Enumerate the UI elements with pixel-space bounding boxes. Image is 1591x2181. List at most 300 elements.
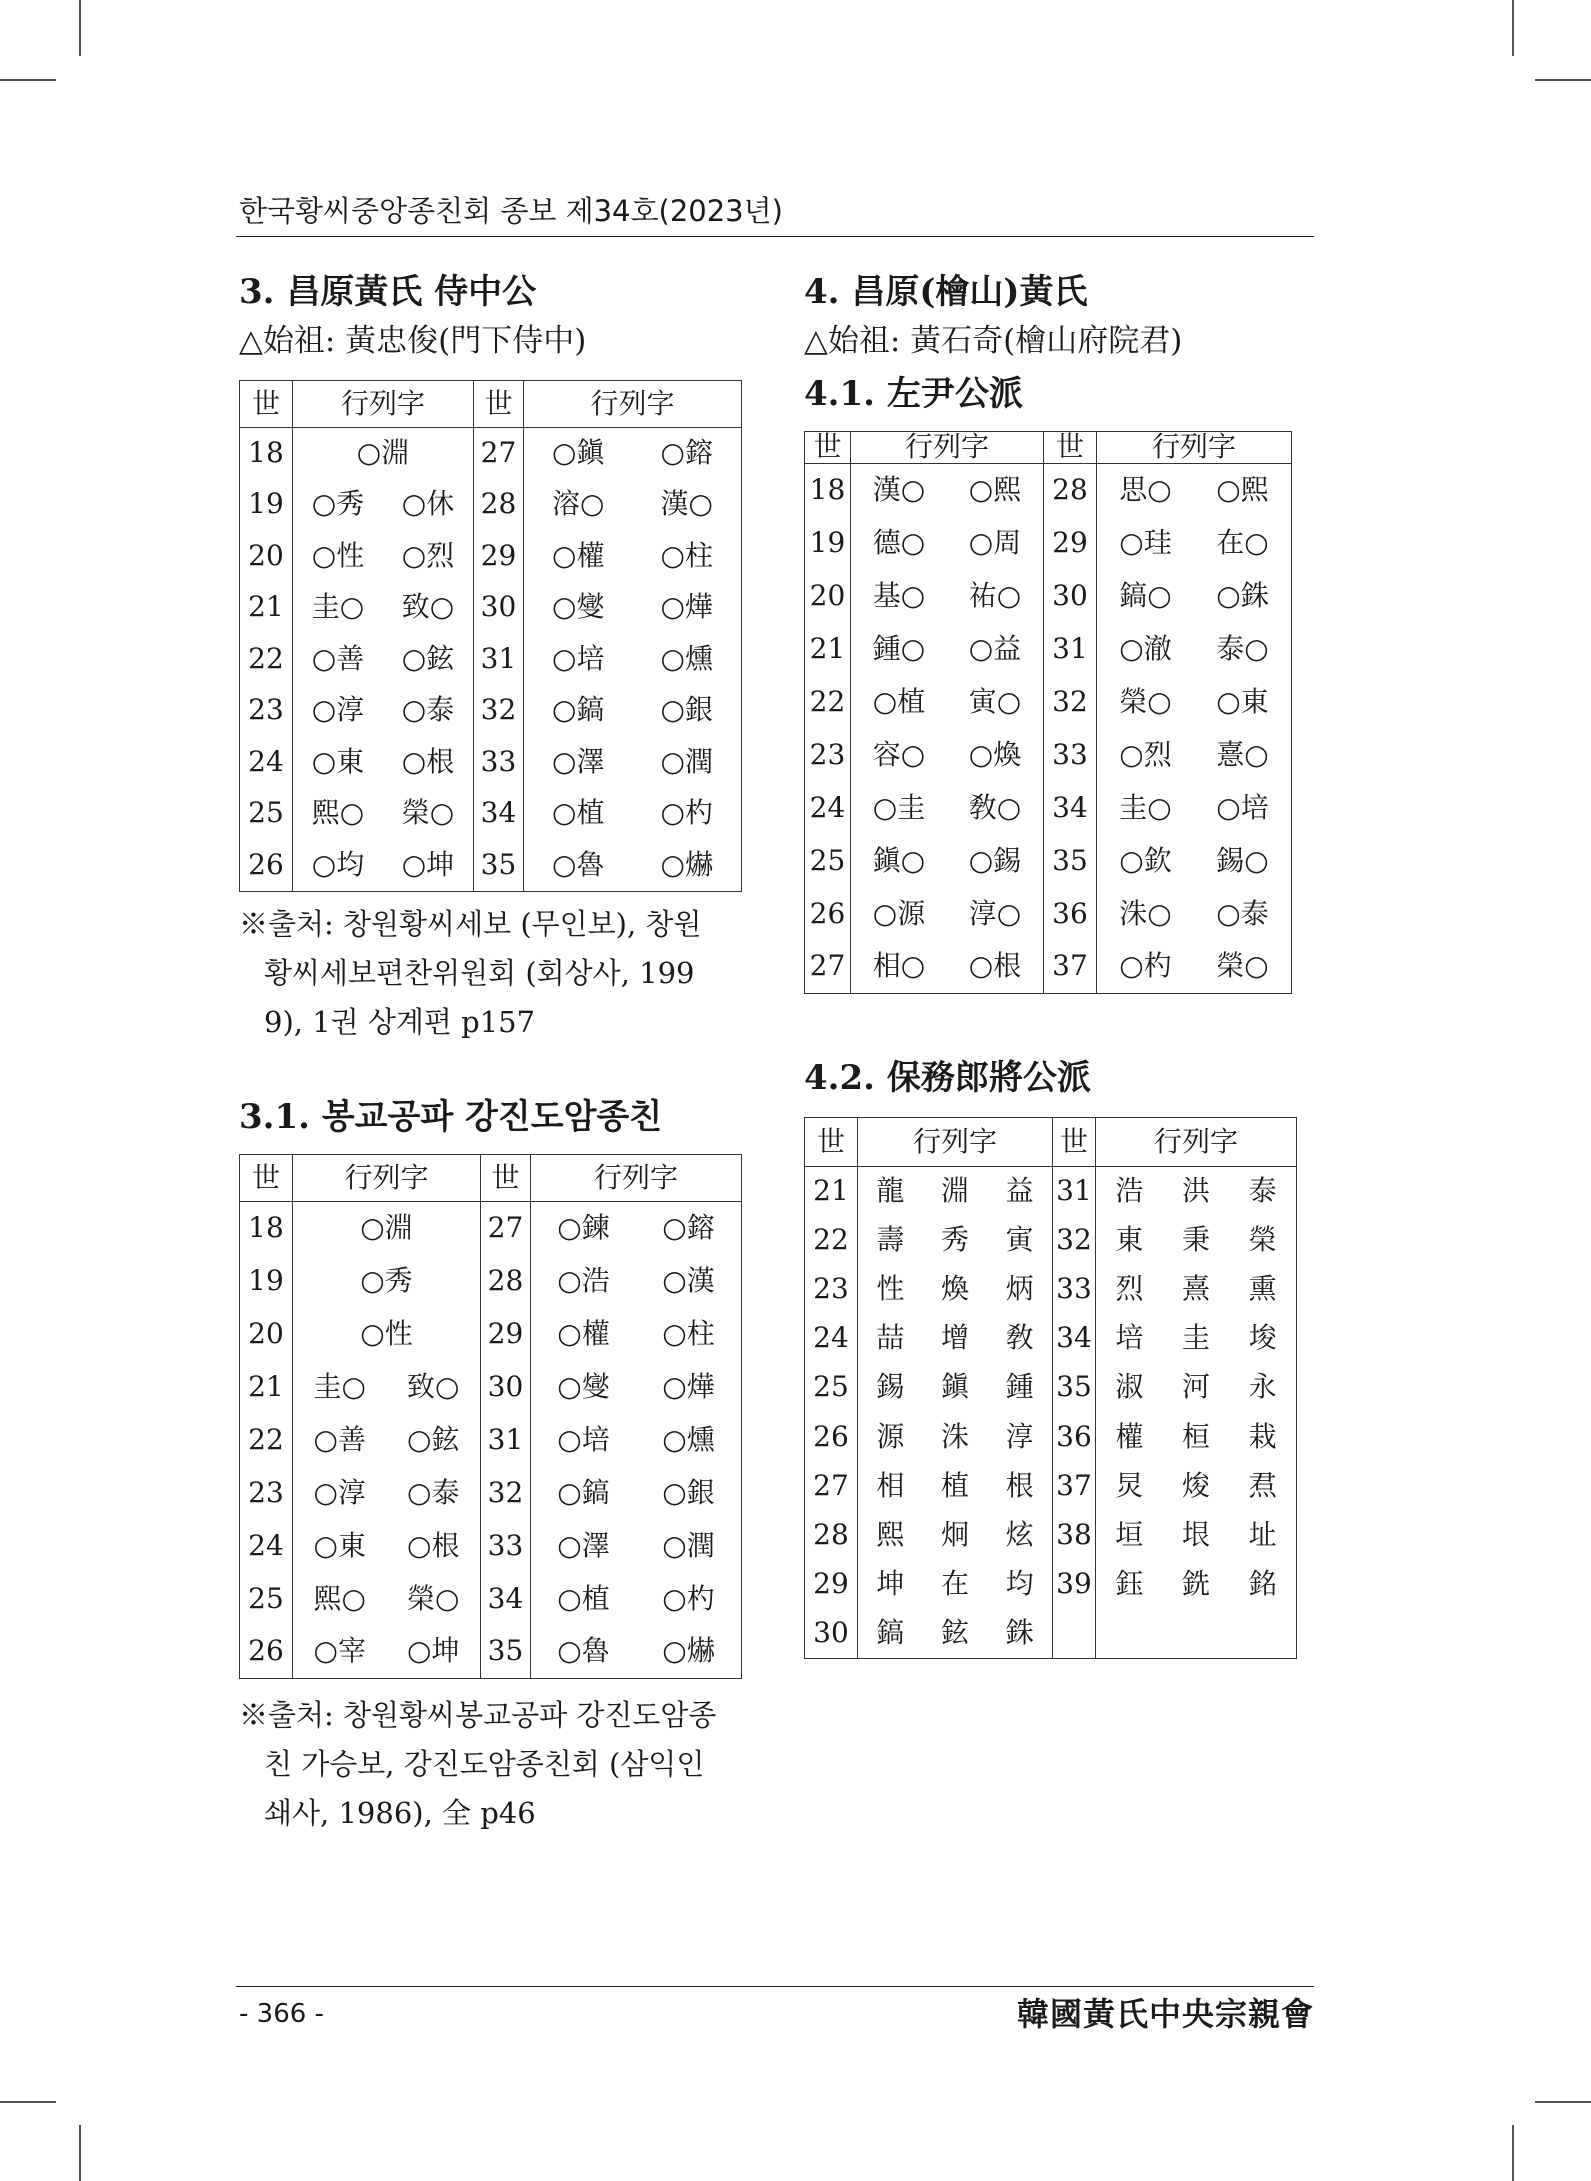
hangnyeol-char: ○澈 [1119,631,1172,665]
source-line: 황씨세보편찬위원회 (회상사, 199 [264,956,695,990]
generation-cell: 27 [474,428,524,480]
hangnyeol-char: 桓 [1181,1419,1210,1453]
hangnyeol-cell [1097,729,1292,782]
hangnyeol-chars [293,438,473,469]
table-row [805,623,1292,676]
hangnyeol-char: ○欽 [1119,843,1172,877]
hangnyeol-cell [1097,782,1292,835]
col-header-generation: 世 [474,381,524,428]
hangnyeol-char: ○銀 [662,1475,715,1509]
col-header-hangnyeol: 行列字 [531,1155,742,1202]
hangnyeol-char: 淵 [940,1173,969,1207]
hangnyeol-char: 寅 [1005,1222,1034,1256]
hangnyeol-char: ○潤 [660,744,713,778]
hangnyeol-cell [524,788,742,840]
generation-cell: 37 [1044,941,1097,994]
table-row [805,1167,1297,1216]
generation-cell: 18 [240,1202,293,1255]
generation-cell: 25 [805,835,851,888]
hangnyeol-char: ○潤 [662,1528,715,1562]
hangnyeol-char: 憙○ [1216,737,1269,771]
hangnyeol-cell [293,840,474,892]
generation-cell: 22 [240,634,293,686]
generation-cell: 29 [481,1308,531,1361]
table-row [805,1412,1297,1461]
hangnyeol-chars [851,896,1043,930]
hangnyeol-chars [1096,1323,1296,1354]
hangnyeol-chars [851,684,1043,718]
table-row [240,479,742,531]
col-header-generation: 世 [805,1118,858,1167]
hangnyeol-chars [858,1419,1052,1453]
hangnyeol-char: ○益 [968,631,1022,665]
hangnyeol-char: ○燻 [660,641,713,675]
crop-mark [0,2101,56,2103]
hangnyeol-char: 鍾 [1005,1370,1034,1404]
hangnyeol-char: 權 [1115,1419,1144,1453]
hangnyeol-cell [1097,464,1292,517]
col-header-generation: 世 [1044,432,1097,464]
hangnyeol-cell [1097,941,1292,994]
table-row [240,582,742,634]
hangnyeol-char: 鎭 [940,1370,969,1404]
col-header-generation: 世 [240,381,293,428]
hangnyeol-cell [293,1414,481,1467]
hangnyeol-char: 栽 [1248,1419,1277,1453]
hangnyeol-char: ○泰 [1216,896,1269,930]
hangnyeol-chars [293,847,473,881]
col-header-generation: 世 [240,1155,293,1202]
hangnyeol-char: 相○ [872,949,926,983]
hangnyeol-char: ○珪 [1119,525,1172,559]
hangnyeol-chars [1096,1520,1296,1551]
hangnyeol-char: 增 [940,1321,969,1355]
source-line: ※출처: 창원황씨봉교공파 강진도암종 [239,1698,717,1732]
hangnyeol-char: ○燁 [660,590,713,624]
hangnyeol-char: 熙 [876,1518,905,1551]
hangnyeol-cell [531,1414,742,1467]
hangnyeol-char: ○熙 [1216,472,1269,506]
hangnyeol-chars [1097,525,1291,559]
generation-cell: 30 [1044,570,1097,623]
hangnyeol-char: ○周 [968,525,1022,559]
generation-cell: 31 [474,634,524,686]
table-row [805,782,1292,835]
hangnyeol-char: 榮 [1248,1222,1277,1256]
hangnyeol-char: 炳 [1005,1272,1034,1306]
hangnyeol-char: ○根 [968,949,1022,983]
table-row [805,1462,1297,1511]
generation-cell: 27 [805,1462,858,1511]
hangnyeol-char: 圭○ [311,590,365,624]
hangnyeol-char: 榮○ [401,796,455,830]
hangnyeol-cell [858,1462,1053,1511]
hangnyeol-cell [858,1167,1053,1216]
generation-cell: 28 [481,1255,531,1308]
table-row [805,835,1292,888]
hangnyeol-cell [1096,1412,1297,1461]
hangnyeol-char: ○燮 [557,1369,610,1403]
hangnyeol-char: 鍾○ [872,631,926,665]
table-row [805,676,1292,729]
hangnyeol-char: ○鉉 [401,641,455,675]
hangnyeol-char: 圭 [1181,1321,1210,1355]
hangnyeol-cell [1096,1560,1297,1609]
hangnyeol-char: ○東 [313,1528,366,1562]
generation-cell: 33 [1053,1265,1096,1314]
hangnyeol-char: 容○ [872,737,926,771]
hangnyeol-char: ○燁 [662,1369,715,1403]
section-title: 4. 昌原(檜山)黃氏 [804,272,1088,312]
hangnyeol-chars [531,1263,741,1297]
hangnyeol-char: ○熙 [968,472,1022,506]
hangnyeol-char: 垠 [1181,1518,1210,1551]
source-line: 쇄사, 1986), 全 p46 [264,1796,536,1830]
generation-cell: 25 [240,1573,293,1626]
table-row [240,737,742,789]
hangnyeol-chars [524,538,741,572]
hangnyeol-char: ○浩 [557,1263,610,1297]
hangnyeol-char: 敎 [1005,1321,1034,1355]
hangnyeol-char: 泰○ [1216,631,1269,665]
generation-cell: 34 [474,788,524,840]
hangnyeol-cell [1097,888,1292,941]
hangnyeol-chars [293,1581,480,1615]
hangnyeol-char: ○鎬 [557,1475,610,1509]
hangnyeol-char: ○培 [1216,790,1269,824]
hangnyeol-chars [293,592,473,623]
hangnyeol-char: 榮○ [407,1581,460,1615]
hangnyeol-char: 漢○ [660,487,713,521]
hangnyeol-chars [531,1475,741,1509]
hangnyeol-char: 漢○ [872,472,926,506]
col-header-hangnyeol: 行列字 [858,1118,1053,1167]
hangnyeol-char: ○東 [311,744,365,778]
hangnyeol-char: ○柱 [660,538,713,572]
col-header-generation: 世 [1053,1118,1096,1167]
hangnyeol-char: 喆 [876,1321,905,1355]
hangnyeol-char: ○爀 [660,847,713,881]
hangnyeol-char: 煥 [940,1272,969,1306]
generation-cell: 35 [1053,1363,1096,1412]
hangnyeol-char: 在 [940,1567,969,1601]
hangnyeol-char: 熙○ [311,796,365,830]
hangnyeol-char: ○善 [313,1422,366,1456]
hangnyeol-char: ○坤 [401,847,455,881]
generation-cell: 28 [474,479,524,531]
hangnyeol-chars [524,695,741,726]
hangnyeol-cell [851,782,1044,835]
hangnyeol-char: ○植 [872,684,926,718]
generation-cell: 30 [474,582,524,634]
hangnyeol-char: 泰 [1248,1173,1277,1207]
hangnyeol-char: ○根 [407,1528,460,1562]
hangnyeol-char: ○善 [311,641,365,675]
hangnyeol-chars [293,641,473,675]
hangnyeol-char: 炯 [940,1518,969,1551]
crop-mark [79,2125,81,2181]
hangnyeol-char: ○杓 [662,1581,715,1615]
header-rule [236,236,1314,237]
table-row [240,1573,742,1626]
generation-cell: 22 [240,1414,293,1467]
table-row [240,1414,742,1467]
table-row [240,1255,742,1308]
hangnyeol-char: ○源 [872,896,926,930]
generation-cell: 20 [805,570,851,623]
hangnyeol-chars [293,1369,480,1403]
col-header-hangnyeol: 行列字 [1097,432,1292,464]
table-header-row [805,1118,1297,1167]
hangnyeol-table [239,380,742,892]
hangnyeol-chars [293,489,473,520]
hangnyeol-cell [851,888,1044,941]
hangnyeol-char: ○燮 [552,590,605,624]
hangnyeol-char: 鈺 [1115,1567,1144,1601]
hangnyeol-chars [851,951,1043,982]
hangnyeol-char: ○宰 [313,1634,366,1668]
hangnyeol-cell [293,1573,481,1626]
page-number: - 366 - [239,1999,324,2029]
hangnyeol-char: 銖 [1005,1616,1034,1650]
crop-mark [1512,0,1514,56]
hangnyeol-cell [851,464,1044,517]
hangnyeol-char: ○淵 [356,436,410,470]
hangnyeol-chars [1096,1222,1296,1256]
generation-cell: 23 [805,729,851,782]
hangnyeol-char: 淑 [1115,1370,1144,1404]
hangnyeol-chars [1097,684,1291,718]
hangnyeol-cell [851,570,1044,623]
hangnyeol-char: ○漢 [662,1263,715,1297]
generation-cell: 31 [1053,1167,1096,1216]
section-title: 3. 昌原黃氏 侍中公 [239,272,537,312]
hangnyeol-chars [858,1468,1052,1502]
hangnyeol-chars [1097,951,1291,982]
generation-cell: 25 [805,1363,858,1412]
table-row [240,1520,742,1573]
hangnyeol-char: 鉉 [940,1616,969,1650]
hangnyeol-char: 焄 [1248,1468,1277,1502]
hangnyeol-cell [858,1314,1053,1363]
hangnyeol-char: 錫○ [1216,843,1269,877]
source-line: 9), 1권 상계편 p157 [264,1005,536,1039]
table-row [805,729,1292,782]
generation-cell: 19 [240,479,293,531]
hangnyeol-chars [858,1222,1052,1256]
generation-cell: 26 [240,1626,293,1679]
table-row [805,1609,1297,1658]
hangnyeol-cell [1096,1265,1297,1314]
hangnyeol-char: ○權 [552,538,605,572]
hangnyeol-cell [858,1412,1053,1461]
hangnyeol-cell [531,1626,742,1679]
col-header-generation: 世 [805,432,851,464]
hangnyeol-chars [293,1636,480,1667]
hangnyeol-char: ○鉉 [407,1422,460,1456]
hangnyeol-char: 益 [1005,1173,1034,1207]
hangnyeol-cell [858,1560,1053,1609]
hangnyeol-char: 烈 [1115,1272,1144,1306]
table-header-row [240,381,742,428]
hangnyeol-char: ○魯 [557,1634,610,1668]
hangnyeol-cell [851,676,1044,729]
hangnyeol-char: 相 [876,1468,905,1502]
generation-cell: 20 [240,1308,293,1361]
hangnyeol-char: 坤 [876,1567,905,1601]
hangnyeol-chars [851,843,1043,877]
table-row [805,1363,1297,1412]
hangnyeol-chars [1097,631,1291,665]
hangnyeol-char: ○培 [552,641,605,675]
source-line: 친 가승보, 강진도암종친회 (삼익인 [264,1747,705,1781]
hangnyeol-cell [531,1520,742,1573]
hangnyeol-char: 榮○ [1216,949,1269,983]
hangnyeol-cell [858,1511,1053,1560]
hangnyeol-char: 源 [876,1419,905,1453]
hangnyeol-cell [524,634,742,686]
generation-cell: 32 [1053,1216,1096,1265]
generation-cell: 29 [1044,517,1097,570]
hangnyeol-cell [851,623,1044,676]
hangnyeol-char: ○秀 [311,487,365,521]
hangnyeol-char: ○燻 [662,1422,715,1456]
hangnyeol-char: ○鎬 [552,693,605,727]
generation-cell: 35 [1044,835,1097,888]
hangnyeol-char: ○均 [311,847,365,881]
hangnyeol-char: 洙○ [1119,896,1172,930]
hangnyeol-cell [851,835,1044,888]
hangnyeol-cell [531,1573,742,1626]
hangnyeol-cell [531,1308,742,1361]
hangnyeol-cell [1097,623,1292,676]
generation-cell: 31 [481,1414,531,1467]
hangnyeol-char: 垣 [1115,1518,1144,1551]
hangnyeol-chars [1097,472,1291,506]
generation-cell: 36 [1044,888,1097,941]
generation-cell: 30 [481,1361,531,1414]
running-head: 한국황씨중앙종친회 종보 제34호(2023년) [239,194,783,228]
hangnyeol-cell [1097,517,1292,570]
hangnyeol-char: 基○ [872,578,926,612]
generation-cell: 24 [240,737,293,789]
generation-cell: 28 [805,1511,858,1560]
hangnyeol-char: ○東 [1216,684,1269,718]
generation-cell: 23 [240,685,293,737]
hangnyeol-chars [1096,1468,1296,1502]
hangnyeol-char: 銘 [1248,1567,1277,1601]
generation-cell: 18 [240,428,293,480]
hangnyeol-chars [858,1323,1052,1354]
generation-cell: 20 [240,531,293,583]
hangnyeol-cell [524,428,742,480]
hangnyeol-cell [1096,1609,1297,1658]
hangnyeol-char: 錫 [876,1370,905,1404]
hangnyeol-chars [1097,843,1291,877]
hangnyeol-char: 祐○ [968,578,1022,612]
hangnyeol-char: 址 [1248,1518,1277,1551]
hangnyeol-char: ○錫 [968,843,1022,877]
hangnyeol-chars [858,1274,1052,1305]
generation-cell: 25 [240,788,293,840]
hangnyeol-char: ○性 [311,538,365,572]
table-row [805,888,1292,941]
generation-cell: 22 [805,676,851,729]
hangnyeol-char: ○杓 [660,796,713,830]
hangnyeol-char: ○權 [557,1316,610,1350]
hangnyeol-char: 埈 [1248,1321,1277,1355]
table-row [805,1511,1297,1560]
hangnyeol-chars [1097,896,1291,930]
generation-cell: 31 [1044,623,1097,676]
hangnyeol-char: ○根 [401,744,455,778]
hangnyeol-chars [524,438,741,469]
hangnyeol-char: 致○ [401,590,455,624]
hangnyeol-chars [293,538,473,572]
hangnyeol-chars [858,1520,1052,1551]
table-row [240,840,742,892]
crop-mark [1535,2101,1591,2103]
hangnyeol-char: ○銀 [660,693,713,727]
hangnyeol-char: ○鎭 [552,436,605,470]
hangnyeol-chars [531,1369,741,1403]
hangnyeol-cell [293,1255,481,1308]
hangnyeol-cell [293,1361,481,1414]
hangnyeol-char: ○柱 [662,1316,715,1350]
generation-cell: 24 [805,782,851,835]
hangnyeol-cell [524,479,742,531]
section-title: 3.1. 봉교공파 강진도암종친 [239,1097,663,1137]
table-row [240,1202,742,1255]
hangnyeol-chars [851,790,1043,824]
col-header-generation: 世 [481,1155,531,1202]
hangnyeol-cell [524,531,742,583]
hangnyeol-chars [851,631,1043,665]
hangnyeol-char: ○鎔 [662,1210,715,1244]
table-header-row [805,432,1292,464]
hangnyeol-cell [858,1363,1053,1412]
hangnyeol-cell [293,1520,481,1573]
hangnyeol-char: 東 [1115,1222,1144,1256]
hangnyeol-cell [531,1467,742,1520]
hangnyeol-chars [851,472,1043,506]
hangnyeol-cell [293,1308,481,1361]
hangnyeol-chars [524,744,741,778]
hangnyeol-char: 龍 [876,1173,905,1207]
hangnyeol-char: ○淳 [313,1475,366,1509]
col-header-hangnyeol: 行列字 [851,432,1044,464]
hangnyeol-char: 性 [876,1272,905,1306]
table-row [805,1560,1297,1609]
hangnyeol-cell [293,1202,481,1255]
hangnyeol-char: ○烈 [401,538,455,572]
hangnyeol-cell [1096,1314,1297,1363]
hangnyeol-cell [851,517,1044,570]
hangnyeol-char: ○澤 [552,744,605,778]
hangnyeol-cell [1096,1363,1297,1412]
generation-cell: 33 [481,1520,531,1573]
hangnyeol-cell [851,729,1044,782]
hangnyeol-char: 熹 [1181,1272,1210,1306]
hangnyeol-char: ○性 [360,1316,413,1350]
hangnyeol-cell [293,788,474,840]
crop-mark [1512,2125,1514,2181]
hangnyeol-chars [293,1210,480,1244]
generation-cell: 35 [481,1626,531,1679]
hangnyeol-chars [524,847,741,881]
generation-cell: 21 [240,582,293,634]
hangnyeol-char: 敎○ [968,790,1022,824]
